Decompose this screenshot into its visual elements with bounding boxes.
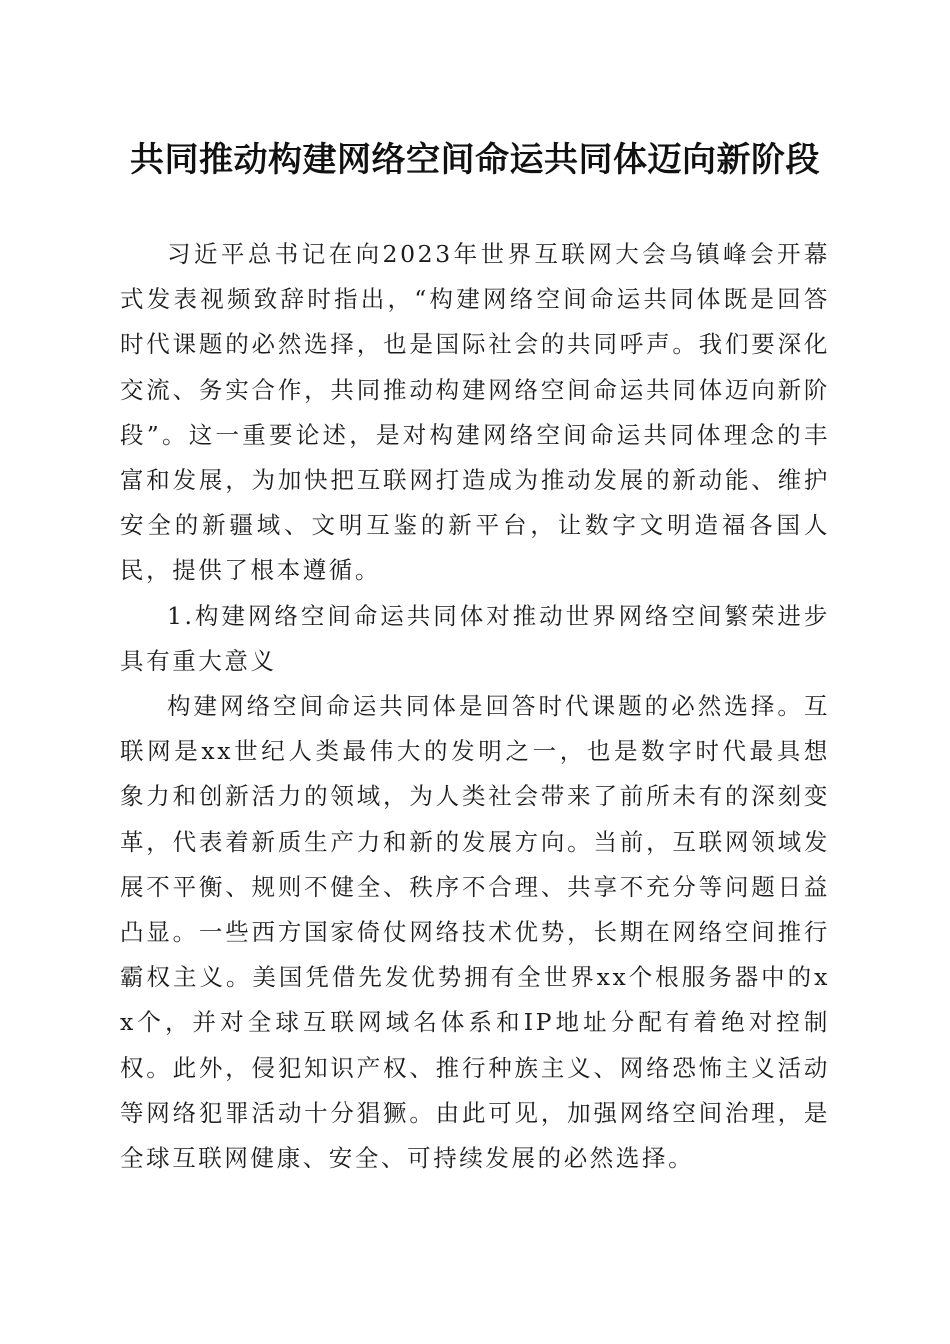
document-body [120, 232, 830, 1181]
intro-paragraph: 习近平总书记在向2023年世界互联网大会乌镇峰会开幕式发表视频致辞时指出，“构建网络空间命运共同体既是回答时代课题的必然选择，也是国际社会的共同呼声。我们要深化交流、务实合作，共同推动构建网络空间命运共同体迈向新阶段”。这一重要论述，是对构建网络空间命运共同体理念的丰富和发展，为加快把互联网打造成为推动发展的新动能、维护安全的新疆域、文明互鉴的新平台，让数字文明造福各国人民，提供了根本遵循。 [120, 240, 830, 585]
document-title: 共同推动构建网络空间命运共同体迈向新阶段 [130, 140, 820, 180]
section-heading-1: 1.构建网络空间命运共同体对推动世界网络空间繁荣进步具有重大意义 [120, 601, 830, 675]
section-1-paragraph: 构建网络空间命运共同体是回答时代课题的必然选择。互联网是xx世纪人类最伟大的发明之一，也是数字时代最具想象力和创新活力的领域，为人类社会带来了前所未有的深刻变革，代表着新质生产力和新的发展方向。当前，互联网领域发展不平衡、规则不健全、秩序不合理、共享不充分等问题日益凸显。一些西方国家倚仗网络技术优势，长期在网络空间推行霸权主义。美国凭借先发优势拥有全世界xx个根服务器中的xx个，并对全球互联网域名体系和IP地址分配有着绝对控制权。此外，侵犯知识产权、推行种族主义、网络恐怖主义活动等网络犯罪活动十分猖獗。由此可见，加强网络空间治理，是全球互联网健康、安全、可持续发展的必然选择。 [120, 692, 830, 1173]
